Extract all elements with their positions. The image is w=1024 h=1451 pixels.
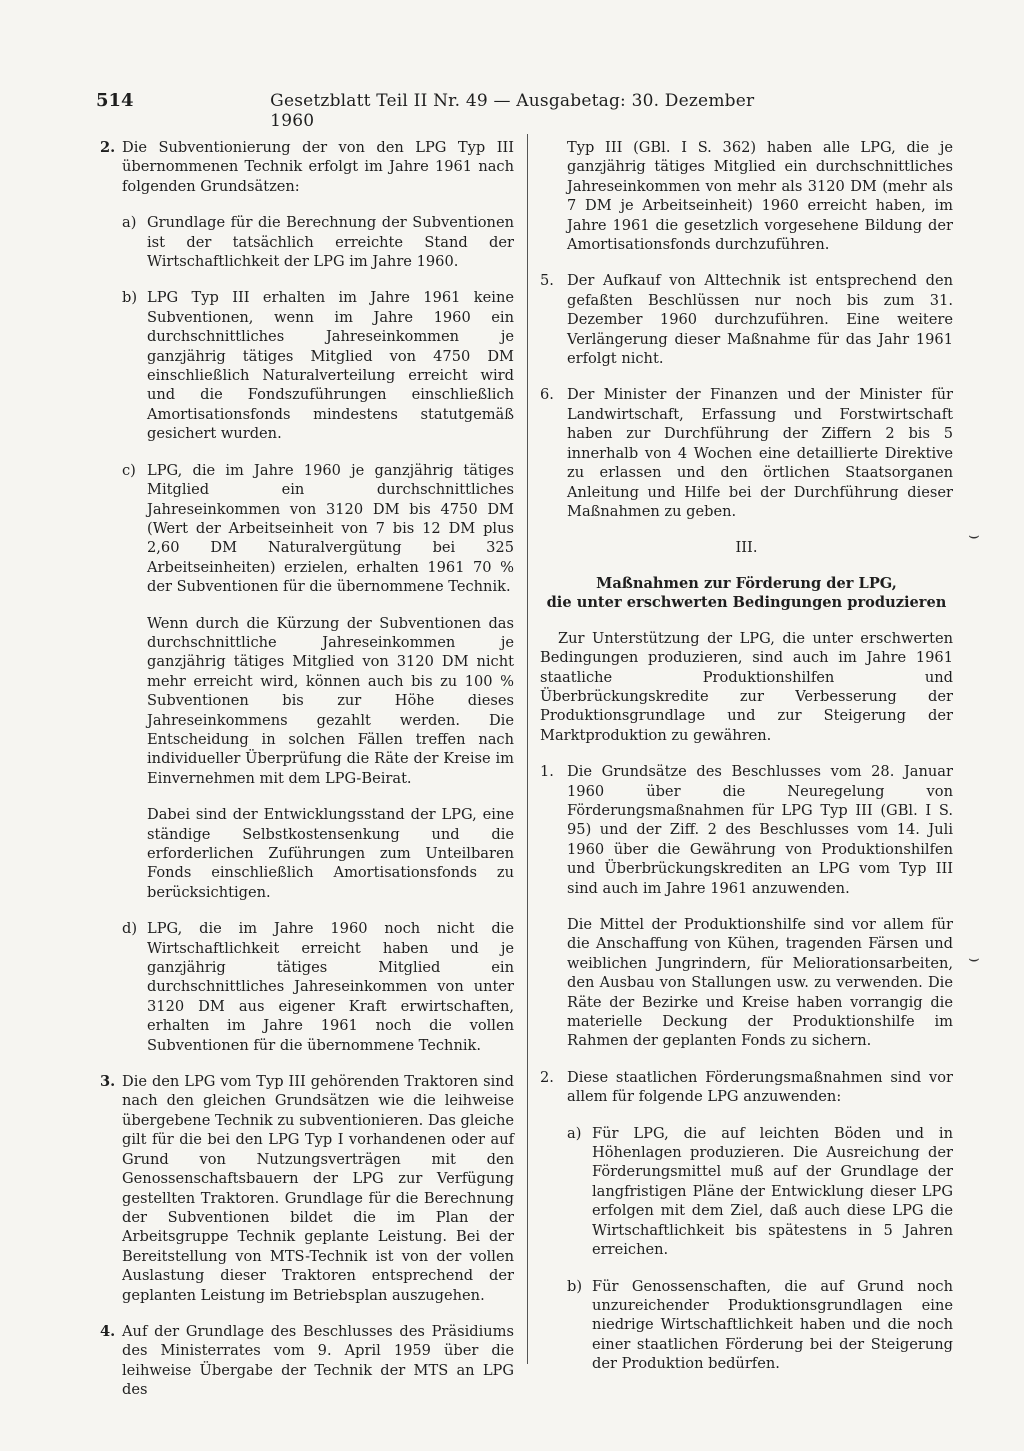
sub-label: a) (567, 1124, 582, 1142)
indent-spacer (540, 138, 567, 254)
sub-item (122, 213, 514, 271)
sub-item (122, 288, 514, 443)
item-number: 1. (540, 763, 554, 781)
item-text: Typ III (GBl. I S. 362) haben alle LPG, die je ganzjährig tätiges Mitglied ein durchschnittliches Jahreseinkommen von mehr als 3120 DM (mehr als 7 DM je Arbeitseinheit) 1960 erreicht haben, im Jahre 1961 die gesetzlich vorgesehene Bildung der Amortisationsfonds durchzuführen. (567, 139, 953, 254)
intro-paragraph: Zur Unterstützung der LPG, die unter erschwerten Bedingungen produzieren, sind auch im Jahre 1961 staatliche Produktionshilfen und Überbrückungskredite zur Verbesserung der Produktionsgrundlage und zur Steigerung der Marktproduktion zu gewähren. (540, 629, 953, 744)
section-title-line: die unter erschwerten Bedingungen produzieren (546, 593, 947, 611)
list-item (100, 1322, 514, 1400)
margin-mark-icon: ⌣ (968, 525, 980, 546)
column-divider (527, 134, 528, 1364)
list-item (540, 1068, 953, 1374)
page-number: 514 (96, 90, 134, 111)
item-body (567, 1068, 953, 1374)
sub-text: Grundlage für die Berechnung der Subventionen ist der tatsächlich erreichte Stand der Wirtschaftlichkeit der LPG im Jahre 1960. (147, 214, 514, 271)
list-item (540, 762, 953, 1051)
item-number: 6. (540, 386, 554, 404)
sub-item (122, 919, 514, 1055)
list-item (540, 271, 953, 368)
sub-item (567, 1277, 953, 1374)
section-number: III. (735, 539, 758, 557)
sub-label: a) (122, 214, 137, 232)
item-text: Die den LPG vom Typ III gehörenden Traktoren sind nach den gleichen Grundsätzen wie die leihweise übergebene Technik zu subventionieren. Das gleiche gilt für die bei den LPG Typ I vorhandenen oder auf Grund von Nutzungsverträgen mit den Genossenschaftsbauern der LPG zur Verfügung gestellten Traktoren. Grundlage für die Berechnung der Subventionen bildet die im Plan der Arbeitsgruppe Technik geplante Leistung. Bei der Bereitstellung von MTS-Technik ist von der vollen Auslastung dieser Traktoren entsprechend der geplanten Leistung im Betriebsplan auszugehen. (122, 1073, 514, 1304)
sub-label: c) (122, 461, 136, 479)
item-number: 4. (100, 1322, 116, 1340)
item-body (122, 138, 514, 1055)
section-title (540, 574, 953, 612)
paragraph: Die Mittel der Produktionshilfe sind vor allem für die Anschaffung von Kühen, tragenden Färsen und weiblichen Jungrindern, für Meliorationsarbeiten, den Ausbau von Stallungen usw. zu verwenden. Die Räte der Bezirke und Kreise haben vorrangig die materielle Deckung der Produktionshilfe im Rahmen der geplanten Fonds zu sichern. (567, 916, 953, 1050)
item-text: Diese staatlichen Förderungsmaßnahmen sind vor allem für folgende LPG anzuwenden: (567, 1068, 953, 1106)
sub-label: b) (122, 289, 138, 307)
item-number: 2. (100, 139, 116, 156)
section-title-line: Maßnahmen zur Förderung der LPG, (596, 574, 897, 592)
item-text: Der Minister der Finanzen und der Minister für Landwirtschaft, Erfassung und Forstwirtschaft haben zur Durchführung der Ziffern 2 bis 5 innerhalb von 4 Wochen eine detaillierte Direktive zu erlassen und den örtlichen Staatsorganen Anleitung und Hilfe bei der Durchführung dieser Maßnahmen zu geben. (567, 386, 953, 520)
paragraph: Wenn durch die Kürzung der Subventionen das durchschnittliche Jahreseinkommen je ganzjährig tätiges Mitglied von 3120 DM nicht mehr erreicht wird, können auch bis zu 100 % Subventionen bis zur Höhe dieses Jahreseinkommens gezahlt werden. Die Entscheidung in solchen Fällen treffen nach individueller Überprüfung die Räte der Kreise im Einvernehmen mit dem LPG-Beirat. (147, 614, 514, 787)
sub-text: Für Genossenschaften, die auf Grund noch unzureichender Produktionsgrundlagen eine niedrige Wirtschaftlichkeit haben und die noch einer staatlichen Förderung bei der Steigerung der Produktion bedürfen. (592, 1277, 953, 1373)
header-title: Gesetzblatt Teil II Nr. 49 — Ausgabetag: 30. Dezember 1960 (270, 91, 755, 131)
margin-mark-icon: ⌣ (968, 948, 980, 969)
list-item (540, 385, 953, 521)
item-text: Auf der Grundlage des Beschlusses des Präsidiums des Ministerrates vom 9. April 1959 über die leihweise Übergabe der Technik der MTS an LPG des (122, 1322, 514, 1399)
item-number: 3. (100, 1073, 116, 1091)
item-text: Der Aufkauf von Alttechnik ist entsprechend den gefaßten Beschlüssen nur noch bis zum 31. Dezember 1960 durchzuführen. Eine weitere Verlängerung dieser Maßnahme für das Jahr 1961 erfolgt nicht. (567, 272, 953, 368)
sub-text: LPG, die im Jahre 1960 je ganzjährig tätiges Mitglied ein durchschnittliches Jahreseinkommen von 3120 DM bis 4750 DM (Wert der Arbeitseinheit von 7 bis 12 DM plus 2,60 DM Naturalvergütung bei 325 Arbeitseinheiten) erzielen, erhalten 1961 70 % der Subventionen für die übernommene Technik. (147, 461, 514, 596)
sub-item (122, 461, 514, 903)
list-item-continued (540, 138, 953, 254)
list-item (100, 1072, 514, 1305)
sub-text: Für LPG, die auf leichten Böden und in Höhenlagen produzieren. Die Ausreichung der Förderungsmittel muß auf der Grundlage der langfristigen Pläne der Entwicklung dieser LPG erfolgen mit dem Ziel, daß auch diese LPG die Wirtschaftlichkeit bis spätestens in 5 Jahren erreichen. (592, 1124, 953, 1259)
sub-label: b) (567, 1277, 583, 1295)
paragraph: Dabei sind der Entwicklungsstand der LPG, eine ständige Selbstkostensenkung und die erforderlichen Zuführungen zum Unteilbaren Fonds einschließlich Amortisationsfonds zu berücksichtigen. (147, 806, 514, 901)
item-text: Die Subventionierung der von den LPG Typ III übernommenen Technik erfolgt im Jahre 1961 nach folgenden Grundsätzen: (122, 139, 514, 195)
sub-text: LPG, die im Jahre 1960 noch nicht die Wirtschaftlichkeit erreicht haben und je ganzjährig tätiges Mitglied ein durchschnittliches Jahreseinkommen von unter 3120 DM aus eigener Kraft erwirtschaften, erhalten im Jahre 1961 noch die vollen Subventionen für die übernommene Technik. (147, 920, 514, 1054)
sub-text: LPG Typ III erhalten im Jahre 1961 keine Subventionen, wenn im Jahre 1960 ein durchschnittliches Jahreseinkommen je ganzjährig tätiges Mitglied von 4750 DM einschließlich Naturalverteilung erreicht wird und die Fondszuführungen einschließlich Amortisationsfonds mindestens statutgemäß gesichert wurden. (147, 289, 514, 443)
left-column (100, 138, 514, 1417)
item-number: 2. (540, 1068, 554, 1086)
sub-item (567, 1124, 953, 1260)
sub-text-block (147, 461, 514, 903)
item-number: 5. (540, 272, 554, 290)
sub-label: d) (122, 920, 138, 938)
list-item (100, 138, 514, 1055)
page-header (96, 90, 781, 131)
right-column (540, 138, 953, 1391)
item-body (567, 762, 953, 1051)
item-text: Die Grundsätze des Beschlusses vom 28. Januar 1960 über die Neuregelung von Förderungsmaßnahmen für LPG Typ III (GBl. I S. 95) und der Ziff. 2 des Beschlusses vom 14. Juli 1960 über die Gewährung von Produktionshilfen und Überbrückungskrediten an LPG vom Typ III sind auch im Jahre 1961 anzuwenden. (567, 763, 953, 897)
